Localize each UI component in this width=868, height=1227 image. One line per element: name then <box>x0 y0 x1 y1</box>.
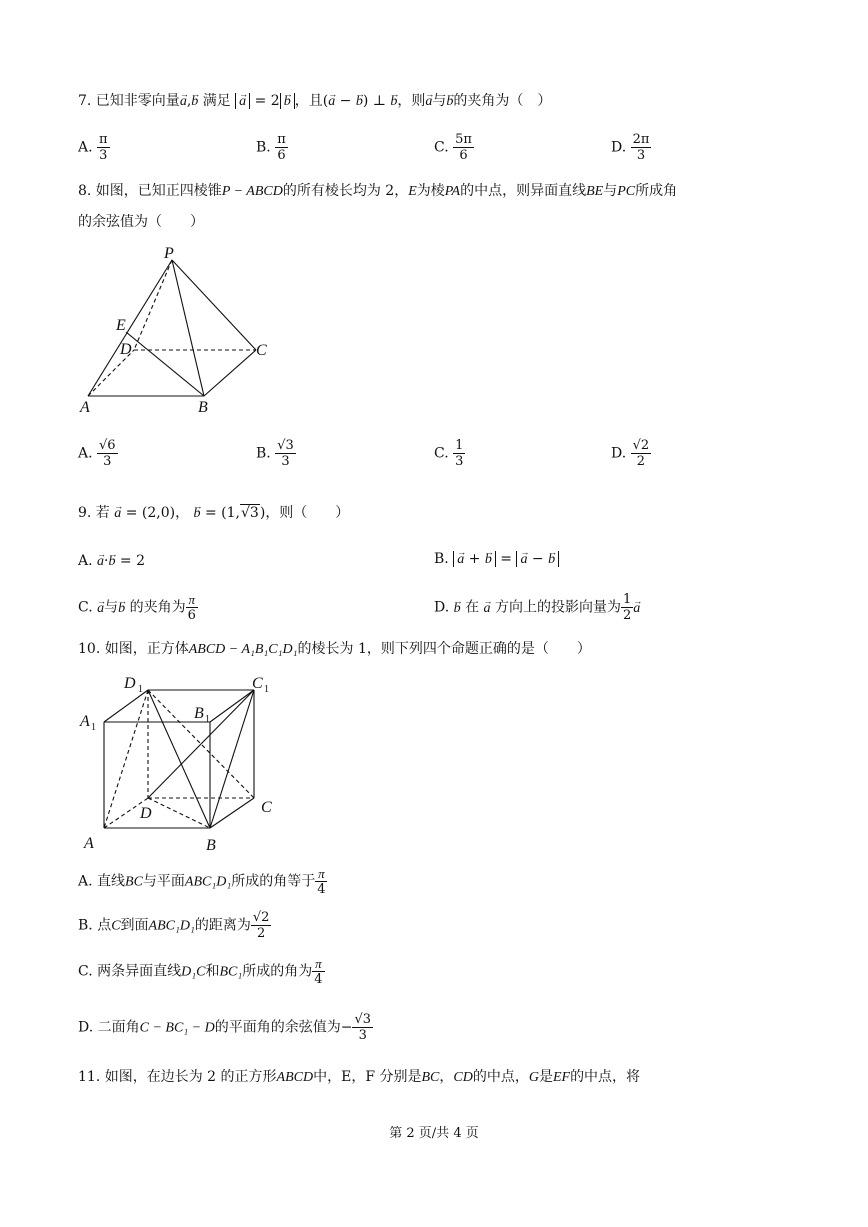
q10-option-d: D. 二面角C − BC₁ − D的平面角的余弦值为− $\frac{√3}{3}$ <box>78 1012 372 1043</box>
label-b1: B <box>194 705 204 722</box>
q8-option-c: C. $\frac{1}{3}$ <box>434 438 464 469</box>
svg-text:1: 1 <box>138 684 143 695</box>
q7-option-b: B. $\frac{\pi}{6}$ <box>256 132 286 163</box>
q8-option-b: B. $\frac{√3}{3}$ <box>256 438 294 469</box>
q7-option-c: C. $\frac{5\pi}{6}$ <box>434 132 472 163</box>
q7-option-d: D. $\frac{2\pi}{3}$ <box>611 132 650 163</box>
label-d: D <box>120 341 132 358</box>
q10-stem: 10. 如图，正方体ABCD − A₁B₁C₁D₁的棱长为 1，则下列四个命题正确的是（ ） <box>78 641 591 657</box>
q7-stem: 7. 已知非零向量→ a,→ b 满足 → a = 2→ b ，且(→ a − → b) ⊥ → b，则→ a与→ b的夹角为（ ） <box>78 90 551 113</box>
q10-option-b: B. 点C到面ABC₁D₁的距离为 $\frac{√2}{2}$ <box>78 910 270 941</box>
q8-option-a: A. $\frac{√6}{3}$ <box>78 438 116 469</box>
label-a: A <box>80 399 90 416</box>
page-footer: 第 2 页/共 4 页 <box>389 1126 479 1141</box>
label-d1: D <box>124 675 136 692</box>
q10-cube-figure <box>76 668 286 858</box>
q9-option-a: A. → a·→ b = 2 <box>78 550 145 573</box>
q10-option-a: A. 直线BC与平面ABC₁D₁所成的角等于 $\frac{\pi}{4}$ <box>78 866 326 897</box>
svg-text:1: 1 <box>264 684 269 695</box>
q10-option-c: C. 两条异面直线D₁C和BC₁所成的角为 $\frac{\pi}{4}$ <box>78 956 323 987</box>
q9-option-b: B. → a + → b = → a − → b <box>434 548 559 571</box>
label-c: C <box>256 342 267 359</box>
edge-bc <box>204 350 256 396</box>
q8-option-d: D. $\frac{√2}{2}$ <box>611 438 650 469</box>
label-b: B <box>206 837 216 854</box>
label-b: B <box>198 399 208 416</box>
q9-option-c: C. → a与→ b 的夹角为 $\frac{\pi}{6}$ <box>78 592 198 623</box>
q8-pyramid-figure <box>76 240 286 420</box>
label-p: P <box>164 245 174 262</box>
q8-stem-line1: 8. 如图，已知正四棱锥P − ABCD的所有棱长均为 2，E为棱PA的中点，则异面直线BE与PC所成角 <box>78 183 678 199</box>
label-e: E <box>116 317 126 334</box>
label-a: A <box>84 835 94 852</box>
label-c: C <box>261 799 272 816</box>
segment-be <box>126 332 204 396</box>
q11-stem: 11. 如图，在边长为 2 的正方形ABCD中，E，F 分别是BC，CD的中点，G是EF的中点，将 <box>78 1069 641 1085</box>
svg-text:1: 1 <box>91 722 96 733</box>
q8-stem-line2: 的余弦值为（ ） <box>78 214 204 230</box>
edge-pa <box>88 260 172 396</box>
q7-option-a: A. $\frac{\pi}{3}$ <box>78 132 108 163</box>
label-d: D <box>140 805 152 822</box>
edge-pb <box>172 260 204 396</box>
edge-pc <box>172 260 256 350</box>
q9-option-d: D. → b 在 → a 方向上的投影向量为 $\frac{1}{2}$ → a <box>434 592 640 623</box>
edge-pd <box>134 260 172 350</box>
svg-text:1: 1 <box>205 714 210 725</box>
q9-stem: 9. 若 → a = (2,0)， → b = (1,√3)，则（ ） <box>78 502 349 525</box>
label-c1: C <box>252 675 263 692</box>
label-a1: A <box>80 713 90 730</box>
